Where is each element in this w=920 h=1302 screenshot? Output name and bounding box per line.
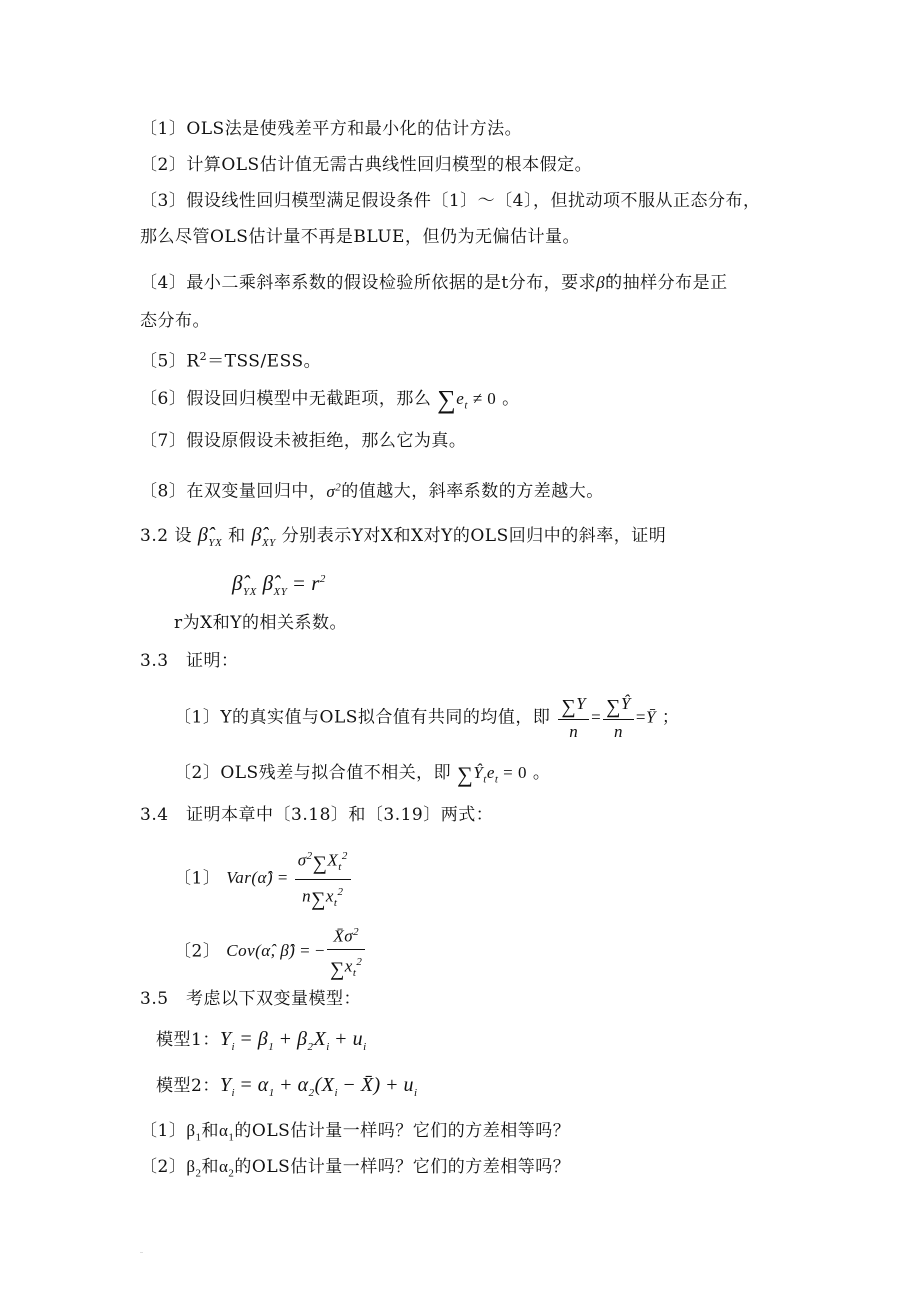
fraction-sum-y: $\frac{\sum Y}{n}$ (558, 692, 589, 744)
item-5 (140, 346, 321, 373)
item-4-text-b: 的抽样分布是正 (605, 273, 728, 293)
item-6-text: 〔6〕假设回归模型中无截距项，那么 (140, 389, 432, 409)
model-2 (156, 1074, 418, 1104)
q34-part-2-label: 〔2〕 (174, 941, 221, 962)
item-5-text-b: ＝TSS/ESS。 (207, 351, 322, 372)
q32-text-b: 和 (228, 526, 246, 546)
item-1: 〔1〕OLS法是使残差平方和最小化的估计方法。 (140, 119, 523, 139)
item-4-line-2: 态分布。 (140, 311, 210, 331)
q34-part-2 (174, 920, 367, 985)
q32-line (140, 524, 666, 554)
fraction-sum-yhat: $\frac{\sum Ŷ}{n}$ (603, 692, 634, 744)
q35-part-1: 〔1〕$\beta_1$和$\alpha_1$的OLS估计量一样吗？它们的方差相等吗？ (140, 1121, 571, 1144)
q35-part-2-text: 的OLS估计量一样吗？它们的方差相等吗？ (234, 1157, 571, 1177)
item-3-line-1: 〔3〕假设线性回归模型满足假设条件〔1〕～〔4〕，但扰动项不服从正态分布， (140, 191, 761, 211)
item-6 (140, 385, 520, 416)
q32-text-a: 3.2 设 (140, 526, 192, 546)
item-8-text-a: 〔8〕在双变量回归中， (140, 481, 327, 502)
cov-formula: Cov(α̂, β̂) = − $\frac{X̄\sigma^2}{\sum x_t^2}$ (226, 941, 367, 960)
q33-part-1: 〔1〕Y的真实值与OLS拟合值有共同的均值，即 $\frac{\sum Y}{n}$ = $\frac{\sum Ŷ}{n}$ =Ȳ ； (174, 692, 679, 744)
model-1 (156, 1028, 367, 1058)
item-5-text-a: 〔5〕R (140, 351, 200, 372)
q34-part-1 (174, 844, 353, 915)
q33-part-2 (174, 762, 550, 790)
q34-part-1-label: 〔1〕 (174, 868, 221, 889)
item-4-text-a: 〔4〕最小二乘斜率系数的假设检验所依据的是t分布，要求 (140, 273, 597, 293)
beta-hat-symbol: β̂ (596, 273, 606, 292)
beta-yx: $\betâ_{YX}$ (197, 524, 223, 549)
q35-part-2-mid: 和 (201, 1157, 219, 1177)
q32-text-c: 分别表示Y对X和X对Y的OLS回归中的斜率，证明 (281, 526, 667, 546)
item-6-formula: $\sum e_t \ne 0$ (437, 385, 497, 414)
var-alpha-formula: Var(α̂) = $\frac{\sigma^2\sum X_t^2}{n\sum x_t^2}$ (226, 868, 353, 887)
q35-part-2-label: 〔2〕 (140, 1157, 187, 1177)
q34-title: 3.4 证明本章中〔3.18〕和〔3.19〕两式： (140, 805, 494, 825)
model-1-equation: $Y_i = \beta_1 + \beta_2X_i + u_i$ (219, 1028, 367, 1053)
beta-xy: $\betâ_{XY}$ (251, 524, 276, 549)
item-5-sup: 2 (199, 350, 208, 363)
q33-part-1-end: ； (661, 707, 680, 728)
item-2: 〔2〕计算OLS估计值无需古典线性回归模型的根本假定。 (140, 155, 593, 175)
q33-formula: $\sum Ŷ_te_t = 0$ (457, 762, 528, 787)
q33-part-1-text: 〔1〕Y的真实值与OLS拟合值有共同的均值，即 (174, 707, 551, 728)
item-7: 〔7〕假设原假设未被拒绝，那么它为真。 (140, 431, 467, 451)
q32-note: r为X和Y的相关系数。 (174, 613, 347, 633)
model-1-label: 模型1： (156, 1030, 220, 1050)
q32-equation: $\betâ_{YX}$ $\betâ_{XY} = r^2$ (232, 571, 326, 599)
item-8-text-b: 的值越大，斜率系数的方差越大。 (341, 481, 604, 502)
q33-title: 3.3 证明： (140, 651, 239, 671)
q35-title: 3.5 考虑以下双变量模型： (140, 989, 362, 1009)
q35-part-1-label: 〔1〕 (140, 1121, 187, 1141)
item-3-line-2: 那么尽管OLS估计量不再是BLUE，但仍为无偏估计量。 (140, 227, 580, 247)
q33-part-2-end: 。 (532, 763, 551, 783)
model-2-equation: $Y_i = \alpha_1 + \alpha_2(X_i$ − X̄) + $u_i$ (219, 1074, 418, 1099)
q35-part-2: 〔2〕$\beta_2$和$\alpha_2$的OLS估计量一样吗？它们的方差相等吗？ (140, 1157, 571, 1180)
model-2-label: 模型2： (156, 1076, 220, 1096)
footer-mark (140, 1252, 143, 1253)
q35-part-1-text: 的OLS估计量一样吗？它们的方差相等吗？ (234, 1121, 571, 1141)
item-8 (140, 476, 604, 503)
sigma-squared: $\sigma^2$ (326, 481, 342, 501)
item-6-period: 。 (502, 389, 520, 409)
q35-part-1-mid: 和 (201, 1121, 219, 1141)
q33-part-2-text: 〔2〕OLS残差与拟合值不相关，即 (174, 763, 452, 783)
item-4-line-1 (140, 272, 728, 294)
